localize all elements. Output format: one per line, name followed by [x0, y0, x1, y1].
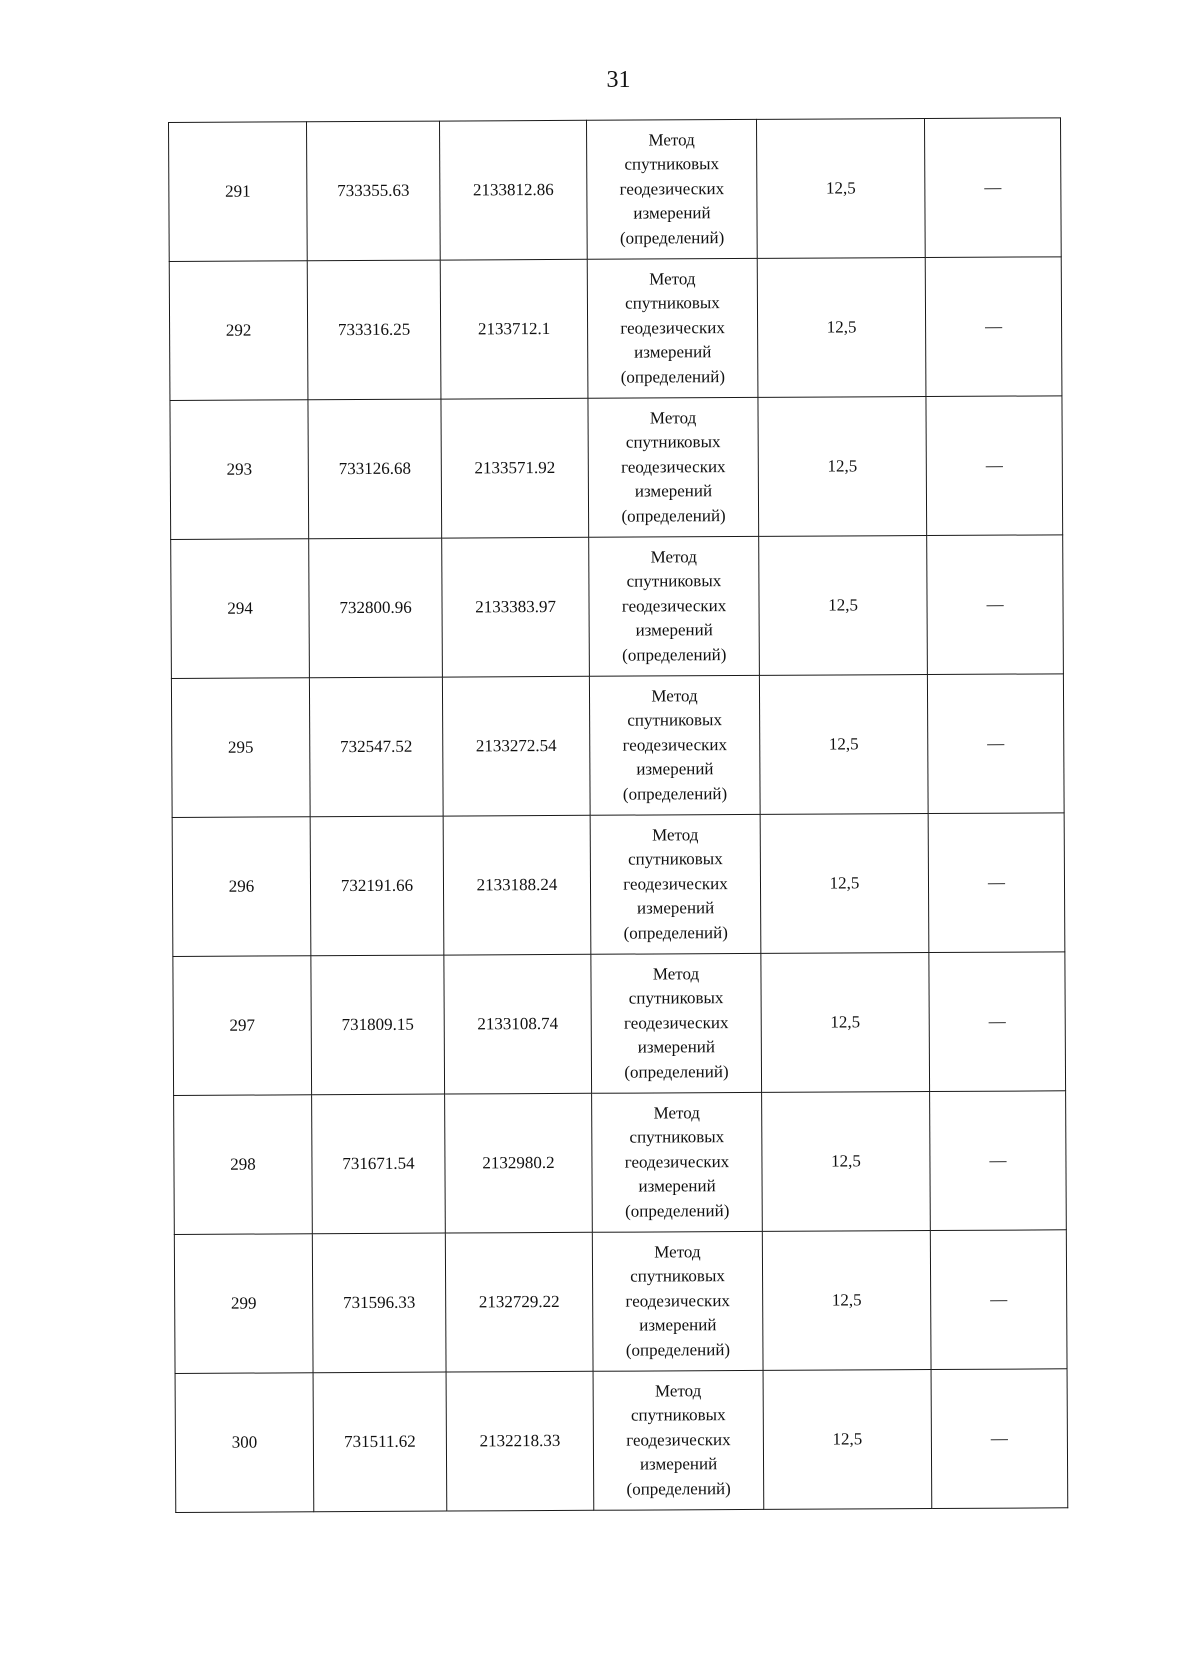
method-line: (определений)	[621, 505, 726, 526]
method-cell	[592, 1231, 763, 1371]
method-line: измерений	[636, 898, 715, 918]
page-number: 31	[606, 67, 631, 93]
x-coordinate-cell: 733355.63	[307, 121, 441, 261]
x-coordinate-cell: 732191.66	[310, 816, 444, 956]
method-line: геодезических	[621, 456, 726, 477]
method-line: геодезических	[623, 873, 728, 894]
method-line: Метод	[654, 1380, 702, 1401]
method-line: измерений	[634, 481, 713, 501]
accuracy-cell: 12,5	[762, 1231, 931, 1371]
method-line: (определений)	[622, 644, 727, 665]
method-cell	[586, 119, 757, 259]
point-number-cell: 297	[173, 956, 312, 1096]
point-number-cell: 291	[169, 122, 308, 262]
method-line: измерений	[636, 759, 714, 779]
method-line: геодезических	[619, 178, 725, 199]
point-number-cell: 293	[170, 400, 309, 540]
table-row	[173, 952, 1066, 1096]
method-line: спутниковых	[625, 432, 721, 452]
method-cell	[587, 258, 758, 398]
point-number-cell: 299	[174, 1234, 313, 1374]
x-coordinate-cell: 733126.68	[308, 399, 442, 539]
note-cell: —	[929, 952, 1066, 1092]
method-line: геодезических	[623, 1012, 729, 1033]
accuracy-cell: 12,5	[757, 258, 926, 398]
method-line: геодезических	[625, 1290, 730, 1311]
method-line: Метод	[649, 268, 696, 289]
y-coordinate-cell: 2133383.97	[442, 537, 590, 677]
method-cell	[590, 814, 761, 954]
y-coordinate-cell: 2133812.86	[439, 120, 587, 260]
method-line: спутниковых	[625, 293, 720, 313]
method-line: измерений	[634, 342, 712, 362]
point-number-cell: 294	[171, 539, 310, 679]
y-coordinate-cell: 2132218.33	[446, 1371, 594, 1511]
method-cell	[591, 953, 762, 1093]
y-coordinate-cell: 2133712.1	[440, 259, 588, 399]
note-cell: —	[930, 1091, 1067, 1231]
method-line: Метод	[648, 129, 695, 150]
table-row	[169, 118, 1062, 262]
method-line: Метод	[652, 824, 699, 845]
table-row	[175, 1369, 1068, 1513]
y-coordinate-cell: 2132729.22	[445, 1232, 593, 1372]
x-coordinate-cell: 732547.52	[309, 677, 443, 817]
method-cell	[589, 536, 760, 676]
table-row	[174, 1091, 1067, 1235]
method-line: Метод	[654, 1241, 701, 1262]
method-line: спутниковых	[627, 710, 723, 730]
method-line: (определений)	[625, 1200, 730, 1221]
point-number-cell: 295	[171, 678, 310, 818]
x-coordinate-cell: 731511.62	[313, 1372, 447, 1512]
note-cell: —	[930, 1230, 1067, 1370]
note-cell: —	[925, 257, 1062, 397]
point-number-cell: 300	[175, 1373, 314, 1513]
accuracy-cell: 12,5	[760, 814, 929, 954]
method-line: измерений	[639, 1454, 718, 1474]
note-cell: —	[931, 1369, 1068, 1509]
method-line: геодезических	[621, 595, 727, 616]
accuracy-cell: 12,5	[761, 953, 930, 1093]
note-cell: —	[924, 118, 1061, 258]
method-line: (определений)	[622, 783, 728, 804]
method-line: (определений)	[625, 1339, 731, 1360]
coordinates-table-body	[169, 118, 1068, 1513]
note-cell: —	[927, 674, 1064, 814]
method-line: спутниковых	[628, 849, 723, 869]
method-cell	[589, 675, 760, 815]
method-cell	[593, 1370, 764, 1510]
y-coordinate-cell: 2133188.24	[443, 815, 591, 955]
accuracy-cell: 12,5	[759, 536, 928, 676]
method-line: спутниковых	[628, 988, 724, 1008]
point-number-cell: 292	[169, 261, 308, 401]
method-line: измерений	[633, 203, 711, 223]
table-row	[172, 813, 1065, 957]
note-cell: —	[927, 535, 1064, 675]
method-cell	[588, 397, 759, 537]
table-row	[171, 535, 1064, 679]
method-line: спутниковых	[626, 571, 722, 591]
accuracy-cell: 12,5	[758, 397, 927, 537]
method-line: спутниковых	[630, 1405, 726, 1425]
table-row	[170, 396, 1063, 540]
table-row	[171, 674, 1064, 818]
accuracy-cell: 12,5	[762, 1092, 931, 1232]
note-cell: —	[926, 396, 1063, 536]
method-line: (определений)	[626, 1478, 731, 1499]
method-cell	[592, 1092, 763, 1232]
x-coordinate-cell: 731671.54	[312, 1094, 446, 1234]
coordinates-table	[168, 117, 1068, 1513]
method-line: Метод	[651, 685, 698, 706]
point-number-cell: 298	[174, 1095, 313, 1235]
x-coordinate-cell: 731596.33	[312, 1233, 446, 1373]
x-coordinate-cell: 731809.15	[311, 955, 445, 1095]
method-line: Метод	[649, 407, 697, 428]
table-row	[174, 1230, 1067, 1374]
method-line: измерений	[637, 1037, 716, 1057]
method-line: измерений	[638, 1176, 716, 1196]
method-line: (определений)	[623, 922, 728, 943]
method-line: Метод	[652, 963, 700, 984]
method-line: Метод	[650, 546, 697, 567]
method-line: геодезических	[626, 1429, 731, 1450]
y-coordinate-cell: 2132980.2	[445, 1093, 593, 1233]
x-coordinate-cell: 732800.96	[309, 538, 443, 678]
method-line: спутниковых	[630, 1266, 725, 1286]
method-line: измерений	[635, 620, 713, 640]
method-line: геодезических	[624, 1151, 730, 1172]
y-coordinate-cell: 2133571.92	[441, 398, 589, 538]
point-number-cell: 296	[172, 817, 311, 957]
method-line: измерений	[639, 1315, 717, 1335]
method-line: геодезических	[620, 317, 725, 338]
table-row	[169, 257, 1062, 401]
method-line: (определений)	[619, 227, 725, 248]
method-line: геодезических	[622, 734, 728, 755]
method-line: (определений)	[624, 1061, 729, 1082]
accuracy-cell: 12,5	[759, 675, 928, 815]
x-coordinate-cell: 733316.25	[307, 260, 441, 400]
y-coordinate-cell: 2133108.74	[444, 954, 592, 1094]
y-coordinate-cell: 2133272.54	[442, 676, 590, 816]
method-line: спутниковых	[624, 154, 720, 174]
accuracy-cell: 12,5	[756, 119, 925, 259]
method-line: (определений)	[620, 366, 726, 387]
note-cell: —	[928, 813, 1065, 953]
method-line: спутниковых	[629, 1127, 725, 1147]
method-line: Метод	[653, 1102, 700, 1123]
accuracy-cell: 12,5	[763, 1370, 932, 1510]
